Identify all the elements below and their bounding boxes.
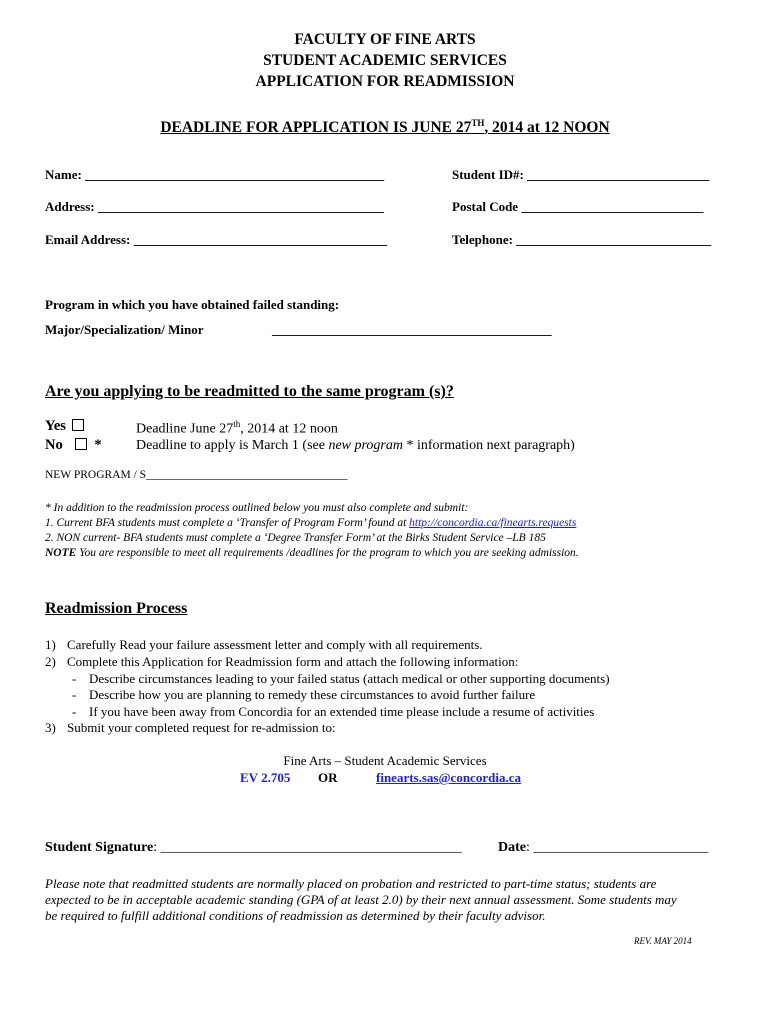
readmission-process-heading: Readmission Process — [45, 600, 188, 617]
substep-3-dash: - — [72, 704, 77, 719]
step-1 — [45, 637, 483, 653]
substep-1-dash: - — [72, 671, 77, 686]
notes-item-1-text: 1. Current BFA students must complete a ‘Transfer of Program Form’ found at — [45, 517, 410, 529]
no-deadline — [136, 438, 575, 454]
substep-3-text: If you have been away from Concordia for an extended time please include a resume of activities — [89, 704, 595, 719]
yes-option[interactable] — [45, 418, 84, 435]
no-deadline-italic: new program — [328, 438, 403, 453]
address-field[interactable]: Address: ____________________________________________ — [45, 199, 384, 214]
step-3-text: Submit your completed request for re-admission to: — [67, 720, 336, 735]
no-star: * — [94, 437, 102, 453]
major-label: Major/Specialization/ Minor — [45, 322, 204, 337]
step-2-number: 2) — [45, 654, 56, 669]
application-title: APPLICATION FOR READMISSION — [255, 73, 515, 90]
footer-note-line-3: be required to fulfill additional conditions of readmission as determined by their faculty advisor. — [45, 908, 546, 923]
yes-checkbox[interactable] — [72, 419, 84, 431]
notes-item-1 — [45, 517, 576, 529]
email-link[interactable]: finearts.sas@concordia.ca — [376, 770, 521, 785]
step-1-number: 1) — [45, 637, 56, 652]
footer-note-line-1: Please note that readmitted students are normally placed on probation and restricted to part-time status; students are — [45, 876, 657, 891]
date-line: : _________________________ — [526, 840, 709, 855]
step-1-text: Carefully Read your failure assessment letter and comply with all requirements. — [67, 637, 483, 652]
no-label: No — [45, 437, 63, 453]
same-program-heading: Are you applying to be readmitted to the same program (s)? — [45, 383, 454, 400]
telephone-field[interactable]: Telephone: ______________________________ — [452, 232, 712, 247]
transfer-form-link[interactable]: http://concordia.ca/finearts.requests — [409, 517, 577, 529]
signature-label: Student Signature — [45, 840, 154, 855]
notes-note — [45, 547, 579, 559]
major-field[interactable]: ___________________________________________ — [272, 322, 552, 337]
substep-2-text: Describe how you are planning to remedy these circumstances to avoid further failure — [89, 687, 536, 702]
step-3-number: 3) — [45, 720, 56, 735]
yes-deadline-text: Deadline June 27 — [136, 421, 234, 437]
revision-date: REV. MAY 2014 — [634, 936, 692, 946]
note-text: You are responsible to meet all requirements /deadlines for the program to which you are seeking admission. — [76, 547, 579, 559]
email-field[interactable]: Email Address: _______________________________________ — [45, 232, 388, 247]
signature-field[interactable] — [45, 840, 462, 856]
student-id-field[interactable]: Student ID#: ____________________________ — [452, 167, 710, 182]
date-field[interactable] — [498, 840, 708, 856]
no-checkbox[interactable] — [75, 438, 87, 450]
deadline-sup: TH — [471, 118, 485, 128]
name-field[interactable]: Name: ______________________________________________ — [45, 167, 385, 182]
notes-intro: * In addition to the readmission process outlined below you must also complete and submit: — [45, 502, 469, 514]
program-label: Program in which you have obtained failed standing: — [45, 297, 340, 312]
no-deadline-end: * information next paragraph) — [403, 438, 575, 453]
substep-3 — [72, 704, 595, 720]
yes-deadline-sup: th — [233, 419, 241, 429]
note-label: NOTE — [45, 547, 77, 559]
step-2 — [45, 654, 519, 670]
or-text: OR — [318, 770, 338, 785]
substep-2 — [72, 687, 536, 703]
yes-deadline-end: , 2014 at 12 noon — [240, 421, 338, 437]
new-program-field[interactable]: NEW PROGRAM / S___________________________________ — [45, 469, 348, 481]
no-deadline-text: Deadline to apply is March 1 (see — [136, 438, 329, 453]
deadline-text-end: , 2014 at 12 NOON — [484, 119, 610, 137]
signature-line: : ___________________________________________ — [153, 840, 462, 855]
no-option[interactable] — [45, 437, 102, 454]
deadline-text: DEADLINE FOR APPLICATION IS JUNE 27 — [160, 119, 472, 137]
notes-item-2: 2. NON current- BFA students must complete a ‘Degree Transfer Form’ at the Birks Student Service –LB 185 — [45, 532, 546, 544]
room-number — [240, 770, 290, 786]
substep-1 — [72, 671, 610, 687]
postal-code-field[interactable]: Postal Code ____________________________ — [452, 199, 704, 214]
substep-2-dash: - — [72, 687, 77, 702]
office-name: Fine Arts – Student Academic Services — [283, 753, 487, 768]
step-2-text: Complete this Application for Readmission form and attach the following information: — [67, 654, 519, 669]
faculty-title: FACULTY OF FINE ARTS — [294, 31, 476, 48]
footer-note-line-2: expected to be in acceptable academic standing (GPA of at least 2.0) by their next annual assessment. Some students may — [45, 892, 677, 907]
deadline-heading — [0, 114, 770, 137]
room-text: EV 2.705 — [240, 770, 291, 785]
date-label: Date — [498, 840, 526, 855]
yes-deadline — [136, 419, 338, 438]
substep-1-text: Describe circumstances leading to your failed status (attach medical or other supporting documents) — [89, 671, 610, 686]
services-title: STUDENT ACADEMIC SERVICES — [263, 52, 507, 69]
yes-label: Yes — [45, 418, 66, 434]
step-3 — [45, 720, 336, 736]
